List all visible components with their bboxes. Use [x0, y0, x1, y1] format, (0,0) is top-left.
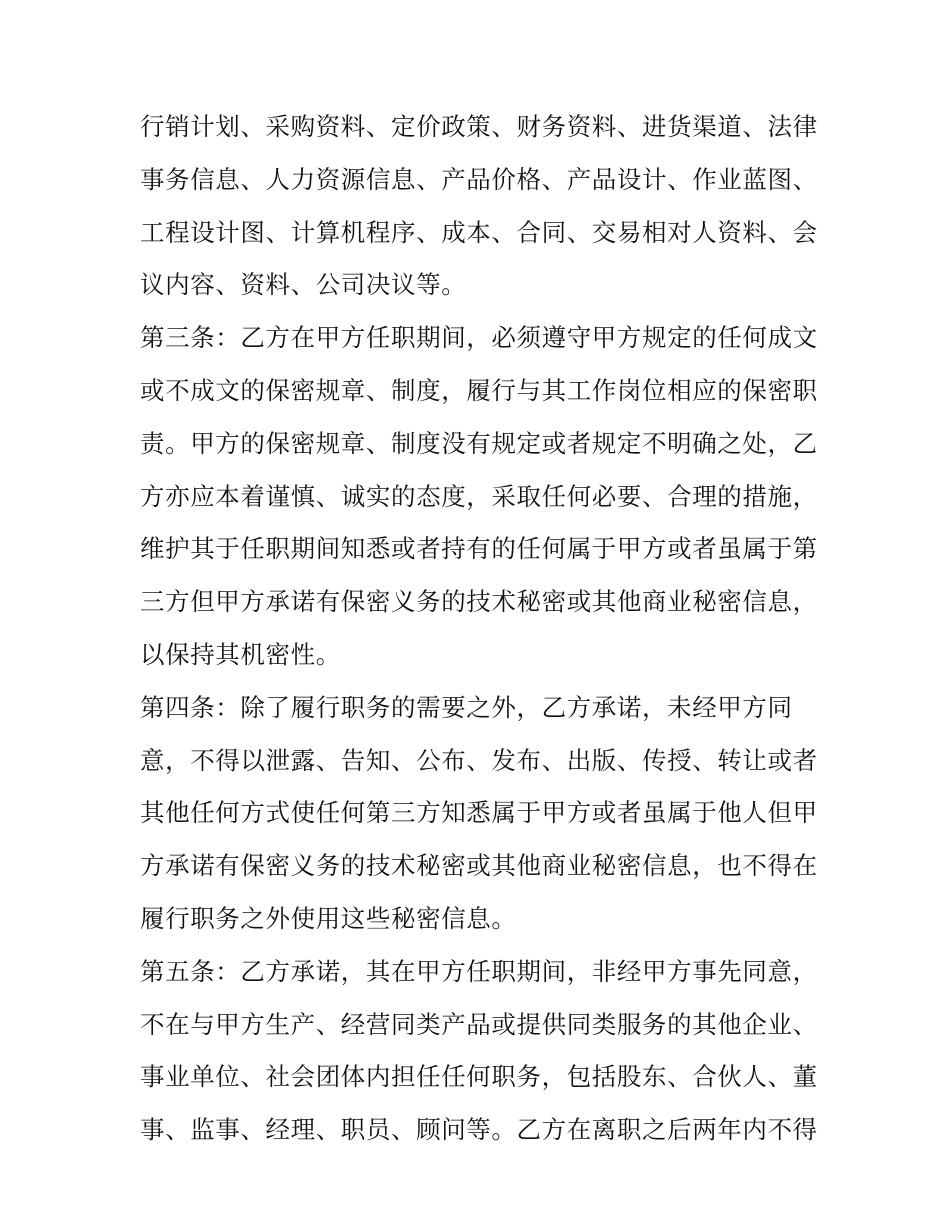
- text-line: 第五条：乙方承诺，其在甲方任职期间，非经甲方事先同意，: [140, 956, 818, 986]
- paragraph-confidential-info-list: [140, 101, 818, 312]
- text-line: 行销计划、采购资料、定价政策、财务资料、进货渠道、法律: [140, 112, 818, 141]
- text-line: 维护其于任职期间知悉或者持有的任何属于甲方或者虽属于第: [140, 534, 818, 564]
- text-line: 事务信息、人力资源信息、产品价格、产品设计、作业蓝图、: [140, 164, 818, 194]
- text-line: 第四条：除了履行职务的需要之外，乙方承诺，未经甲方同: [140, 692, 793, 722]
- text-line: 事业单位、社会团体内担任任何职务，包括股东、合伙人、董: [140, 1062, 818, 1092]
- document-body: [140, 101, 818, 1157]
- text-line: 事、监事、经理、职员、顾问等。乙方在离职之后两年内不得: [140, 1115, 818, 1145]
- text-line: 或不成文的保密规章、制度，履行与其工作岗位相应的保密职: [140, 375, 818, 405]
- text-line: 方亦应本着谨慎、诚实的态度，采取任何必要、合理的措施，: [140, 481, 818, 511]
- text-line: 不在与甲方生产、经营同类产品或提供同类服务的其他企业、: [140, 1009, 818, 1039]
- text-line: 方承诺有保密义务的技术秘密或其他商业秘密信息，也不得在: [140, 851, 818, 881]
- text-line: 三方但甲方承诺有保密义务的技术秘密或其他商业秘密信息，: [140, 587, 818, 617]
- text-line: 议内容、资料、公司决议等。: [140, 270, 467, 300]
- text-line: 责。甲方的保密规章、制度没有规定或者规定不明确之处，乙: [140, 428, 818, 458]
- paragraph-article-4: [140, 682, 818, 946]
- paragraph-article-5: [140, 946, 818, 1157]
- text-line: 其他任何方式使任何第三方知悉属于甲方或者虽属于他人但甲: [140, 798, 818, 828]
- text-line: 意，不得以泄露、告知、公布、发布、出版、传授、转让或者: [140, 745, 818, 775]
- text-line: 工程设计图、计算机程序、成本、合同、交易相对人资料、会: [140, 217, 818, 247]
- text-line: 以保持其机密性。: [140, 639, 341, 669]
- text-line: 履行职务之外使用这些秘密信息。: [140, 903, 517, 933]
- text-line: 第三条：乙方在甲方任职期间，必须遵守甲方规定的任何成文: [140, 323, 818, 353]
- paragraph-article-3: [140, 312, 818, 682]
